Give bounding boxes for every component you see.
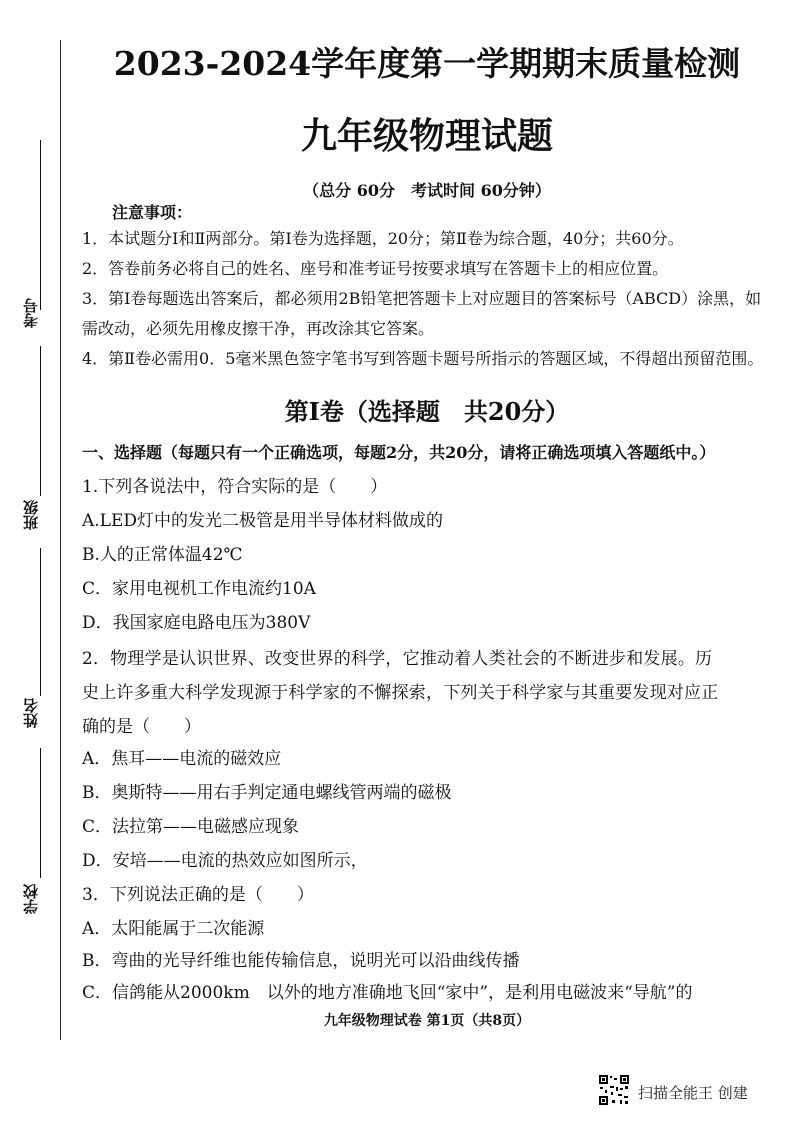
section-title: 第Ⅰ卷（选择题 共20分）	[284, 397, 570, 426]
scanner-watermark: 扫描全能王 创建	[638, 1084, 748, 1102]
exam-subtitle: 九年级物理试题	[300, 115, 553, 157]
school-line	[40, 748, 41, 878]
notice-item-3: 3．第Ⅰ卷每题选出答案后，都必须用2B铅笔把答题卡上对应题目的答案标号（ABCD）涂黑，如	[82, 289, 762, 308]
name-line	[40, 548, 41, 696]
name-label: 姓名	[22, 698, 40, 728]
exam-no-label: 考号	[22, 298, 40, 328]
question-line: A．焦耳——电流的磁效应	[82, 749, 282, 769]
question-line: 史上许多重大科学发现源于科学家的不懈探索，下列关于科学家与其重要发现对应正	[82, 683, 719, 703]
binding-strip	[0, 0, 60, 1124]
question-line: A.LED灯中的发光二极管是用半导体材料做成的	[82, 511, 444, 531]
question-line: 确的是（ ）	[82, 717, 201, 737]
page-footer: 九年级物理试卷 第1页（共8页）	[323, 1013, 531, 1029]
notice-title: 注意事项：	[112, 203, 193, 222]
question-line: B.人的正常体温42℃	[82, 545, 243, 565]
question-line: C．法拉第——电磁感应现象	[82, 817, 300, 837]
question-line: B．奥斯特——用右手判定通电螺线管两端的磁极	[82, 783, 452, 803]
question-line: C．信鸽能从2000km 以外的地方准确地飞回“家中”，是利用电磁波来“导航”的	[82, 983, 693, 1003]
school-label: 学校	[22, 884, 40, 914]
part-heading: 一、选择题（每题只有一个正确选项，每题2分，共20分，请将正确选项填入答题纸中。）	[82, 443, 716, 462]
notice-item-1: 1．本试题分Ⅰ和Ⅱ两部分。第Ⅰ卷为选择题，20分；第Ⅱ卷为综合题，40分；共60分。	[82, 229, 684, 248]
margin-line	[60, 40, 61, 1040]
notice-item-3-cont: 需改动，必须先用橡皮擦干净，再改涂其它答案。	[82, 319, 435, 338]
exam-no-line	[40, 140, 41, 310]
question-line: D．安培——电流的热效应如图所示，	[82, 851, 368, 871]
question-line: 3．下列说法正确的是（ ）	[82, 885, 314, 905]
exam-title: 2023-2024学年度第一学期期末质量检测	[113, 44, 741, 83]
question-line: 2．物理学是认识世界、改变世界的科学，它推动着人类社会的不断进步和发展。历	[82, 649, 713, 669]
score-time-line: （总分 60分 考试时间 60分钟）	[303, 181, 551, 200]
question-line: D．我国家庭电路电压为380V	[82, 613, 311, 633]
question-line: C．家用电视机工作电流约10A	[82, 579, 316, 599]
question-line: B．弯曲的光导纤维也能传输信息，说明光可以沿曲线传播	[82, 951, 520, 971]
notice-item-2: 2．答卷前务必将自己的姓名、座号和准考证号按要求填写在答题卡上的相应位置。	[82, 259, 669, 278]
notice-item-4: 4．第Ⅱ卷必需用0．5毫米黑色签字笔书写到答题卡题号所指示的答题区域，不得超出预留范围。	[82, 349, 764, 368]
class-line	[40, 346, 41, 496]
qr-code-icon	[598, 1074, 630, 1106]
class-label: 班级	[22, 500, 40, 530]
question-line: A．太阳能属于二次能源	[82, 919, 265, 939]
question-line: 1.下列各说法中，符合实际的是（ ）	[82, 477, 388, 497]
